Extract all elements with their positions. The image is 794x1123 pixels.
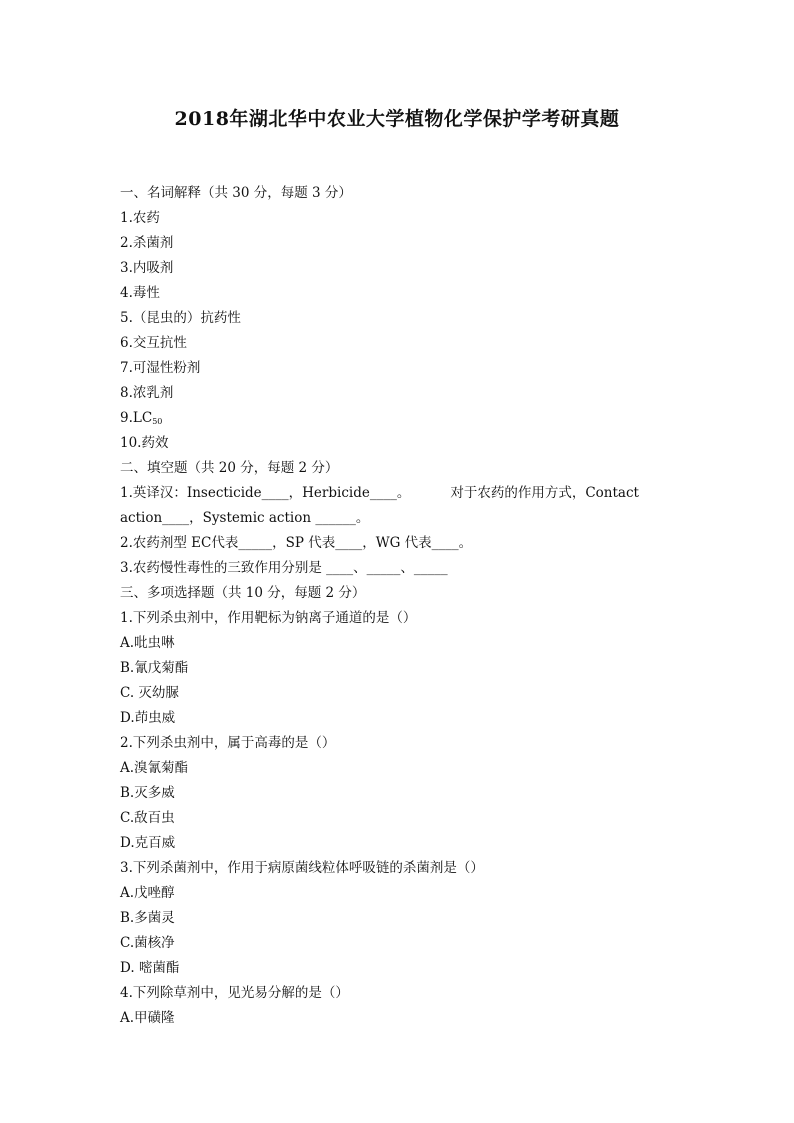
choice-option: C.菌核净	[120, 935, 175, 951]
fill-question-3: 3.农药慢性毒性的三致作用分别是 ____、_____、_____	[120, 560, 448, 576]
choice-option: B.多菌灵	[120, 910, 175, 926]
subscript-50: 50	[152, 417, 163, 426]
choice-question-3: 3.下列杀菌剂中，作用于病原菌线粒体呼吸链的杀菌剂是（）	[120, 860, 484, 876]
term-item: 6.交互抗性	[120, 335, 187, 351]
choice-option: C.敌百虫	[120, 810, 175, 826]
document-body	[120, 181, 680, 1031]
term-item: 1.农药	[120, 210, 160, 226]
term-item-prefix: 9.LC	[120, 410, 153, 426]
choice-option: B.氰戊菊酯	[120, 660, 189, 676]
term-item: 2.杀菌剂	[120, 235, 174, 251]
section-3-heading: 三、多项选择题（共 10 分，每题 2 分）	[120, 585, 366, 601]
section-2-heading: 二、填空题（共 20 分，每题 2 分）	[120, 460, 339, 476]
choice-option: C. 灭幼脲	[120, 685, 179, 701]
choice-question-2: 2.下列杀虫剂中，属于高毒的是（）	[120, 735, 336, 751]
choice-question-1: 1.下列杀虫剂中，作用靶标为钠离子通道的是（）	[120, 610, 417, 626]
term-item: 4.毒性	[120, 285, 160, 301]
choice-option: A.吡虫啉	[120, 635, 175, 651]
choice-option: D.茚虫威	[120, 710, 176, 726]
term-item: 5.（昆虫的）抗药性	[120, 310, 241, 326]
choice-option: D.克百威	[120, 835, 176, 851]
fill-question-1-continued: action____，Systemic action ______。	[120, 510, 370, 526]
term-item: 8.浓乳剂	[120, 385, 174, 401]
fill-question-1-part1: 1.英译汉：Insecticide____，Herbicide____。	[120, 485, 411, 501]
term-item-lc50	[120, 406, 680, 431]
fill-question-1-part2: 对于农药的作用方式，Contact	[450, 485, 639, 501]
choice-option: A.甲磺隆	[120, 1010, 175, 1026]
fill-question-2: 2.农药剂型 EC代表_____，SP 代表____，WG 代表____。	[120, 535, 473, 551]
choice-option: A.戊唑醇	[120, 885, 175, 901]
choice-option: A.溴氰菊酯	[120, 760, 189, 776]
section-1-heading: 一、名词解释（共 30 分，每题 3 分）	[120, 185, 352, 201]
term-item: 7.可湿性粉剂	[120, 360, 201, 376]
term-item: 3.内吸剂	[120, 260, 174, 276]
document-title: 2018年湖北华中农业大学植物化学保护学考研真题	[174, 108, 620, 130]
choice-question-4: 4.下列除草剂中，见光易分解的是（）	[120, 985, 349, 1001]
choice-option: B.灭多威	[120, 785, 175, 801]
choice-option: D. 嘧菌酯	[120, 960, 180, 976]
fill-question-1	[120, 481, 680, 506]
term-item: 10.药效	[120, 435, 169, 451]
